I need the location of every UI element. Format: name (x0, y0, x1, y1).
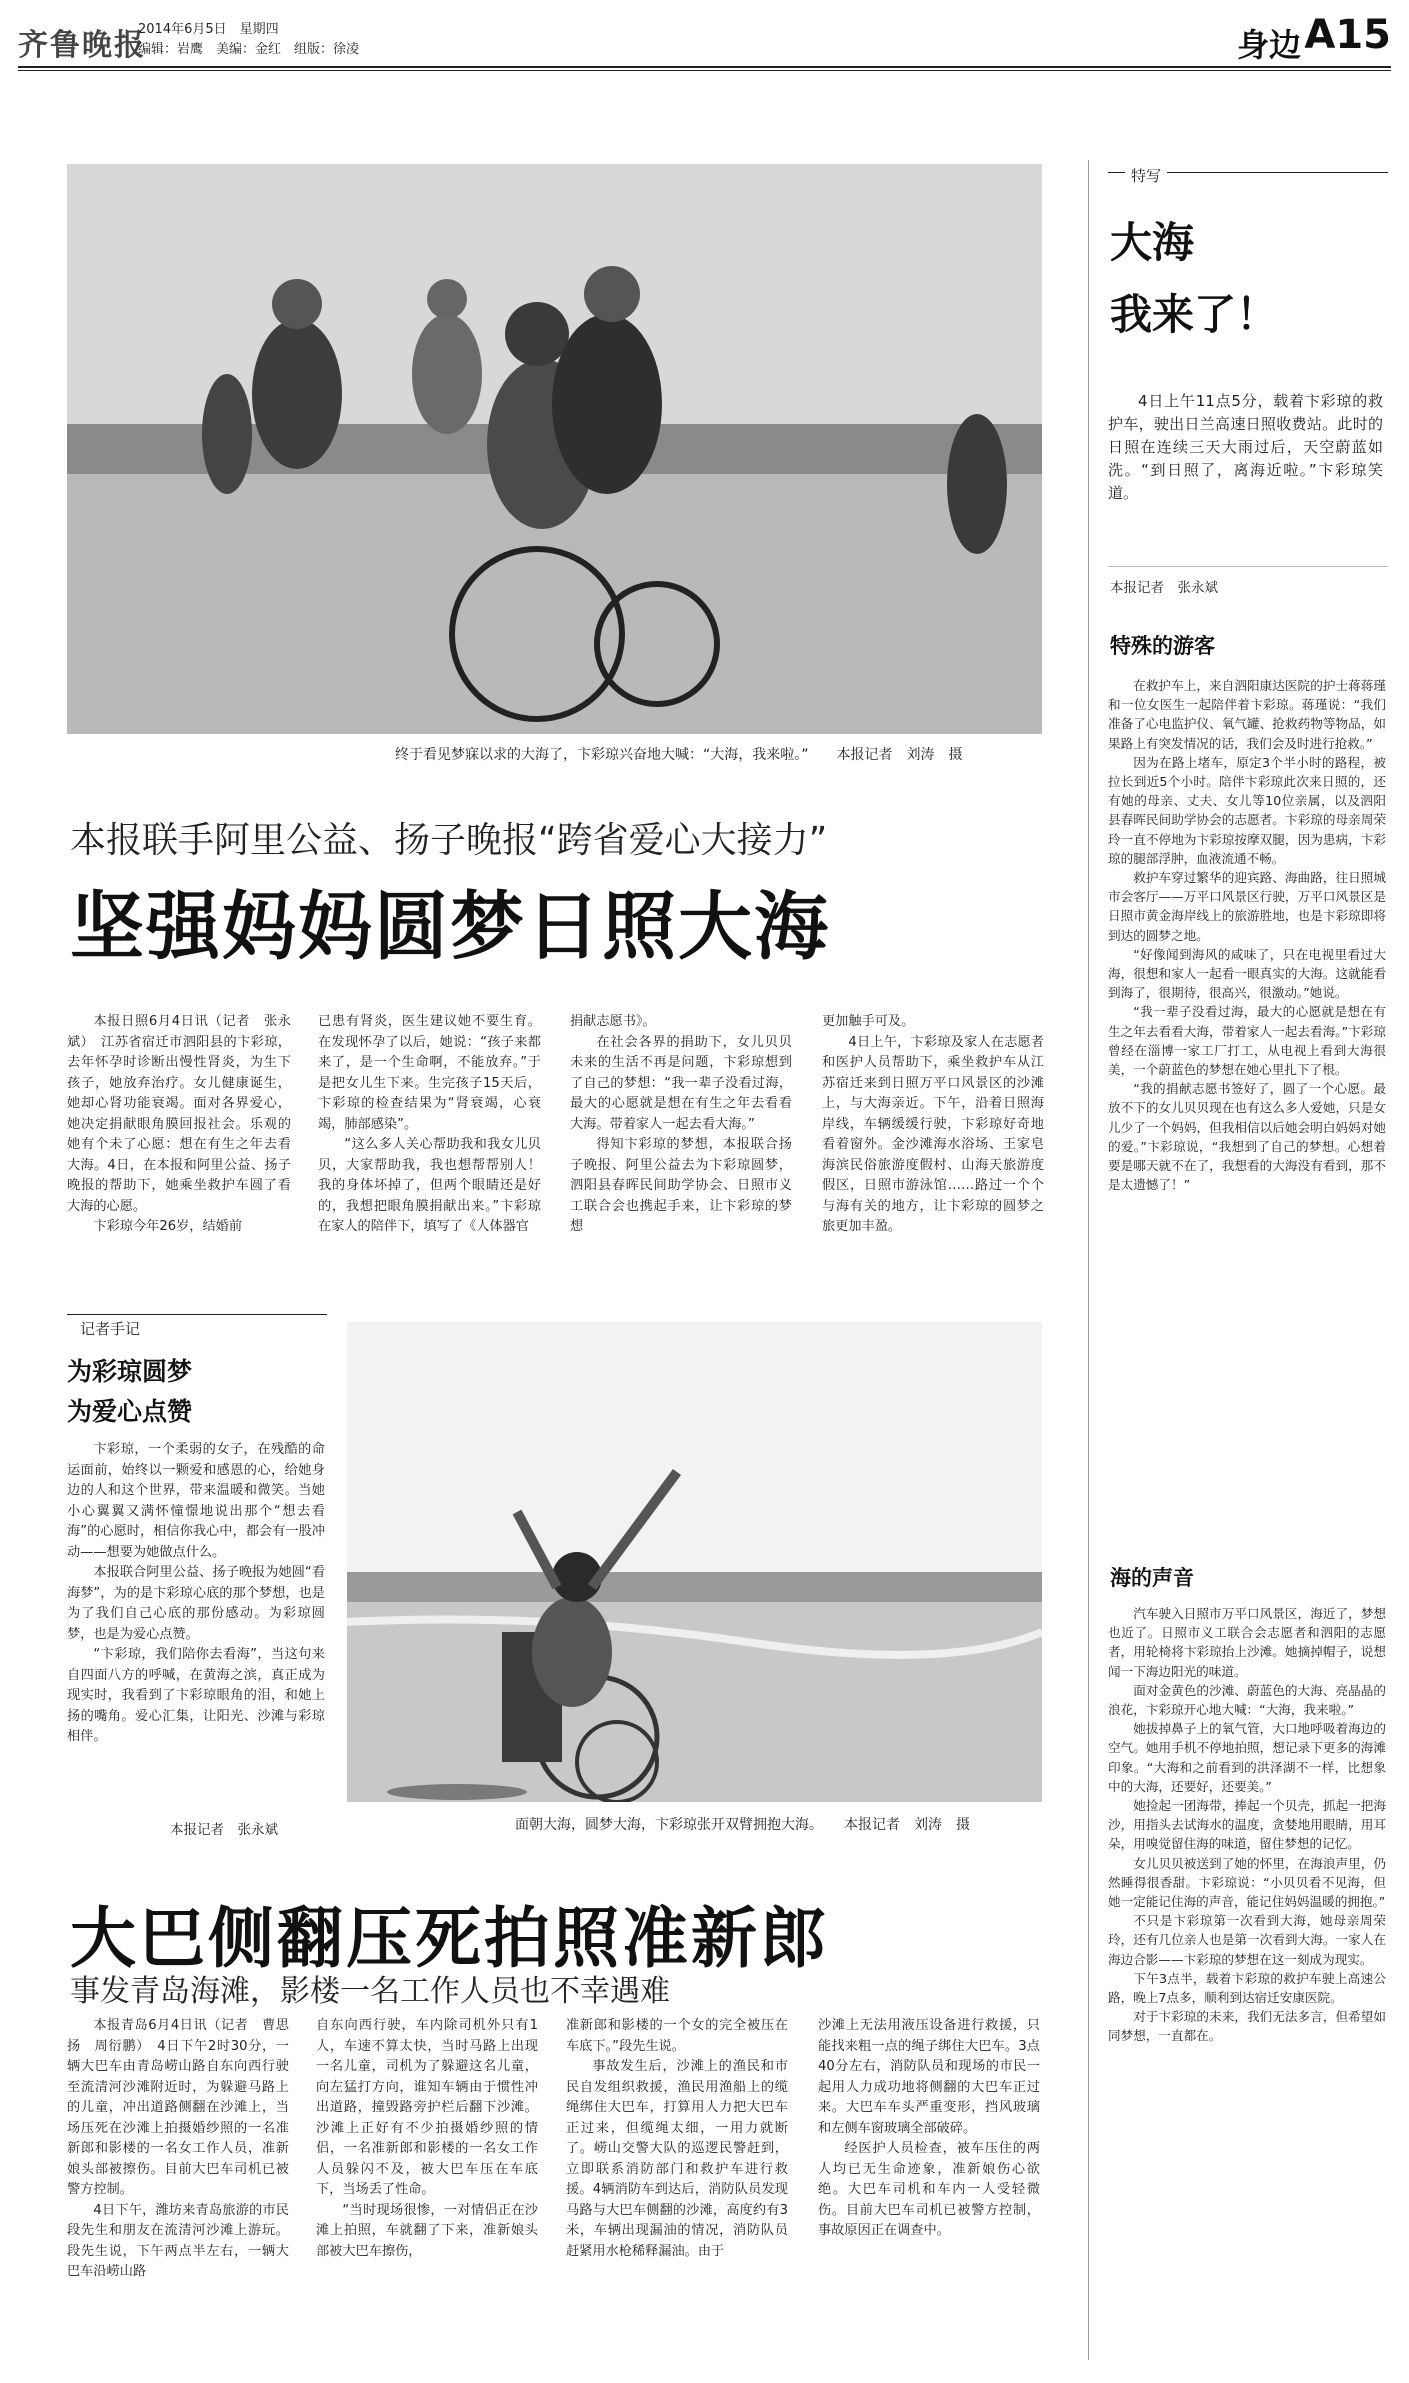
masthead-rule (18, 66, 1391, 68)
sidebar-sub2-p3: 她拔掉鼻子上的氧气管，大口地呼吸着海边的空气。她用手机不停地拍照，想记录下更多的海滩印象。“大海和之前看到的洪泽湖不一样，比想象中的大海，还要好，还要美。” (1108, 1721, 1386, 1794)
sidebar-sub2-p7: 下午3点半，载着卞彩琼的救护车驶上高速公路，晚上7点多，顺利到达宿迁安康医院。 (1108, 1970, 1386, 2006)
sidebar-divider (1088, 160, 1089, 2360)
notebook-p3: “卞彩琼，我们陪你去看海”，当这句来自四面八方的呼喊，在黄海之滨，真正成为现实时，我看到了卞彩琼眼角的泪，和她上扬的嘴角。爱心汇集，让阳光、沙滩与彩琼相伴。 (67, 1647, 325, 1744)
story2-subhead: 事发青岛海滩，影楼一名工作人员也不幸遇难 (70, 1974, 670, 2009)
notebook-p2: 本报联合阿里公益、扬子晚报为她圆“看海梦”，为的是卞彩琼心底的那个梦想，也是为了我们自己心底的那份感动。为彩琼圆梦，也是为爱心点赞。 (67, 1565, 325, 1642)
sidebar-sub2-p4: 她捡起一团海带，捧起一个贝壳，抓起一把海沙，用指头去试海水的温度，贪婪地用眼睛，用耳朵，用嗅觉留住海的味道，留住梦想的记忆。 (1108, 1798, 1386, 1852)
masthead-rule-thin (18, 70, 1391, 71)
sidebar-lead: 4日上午11点5分，载着卞彩琼的救护车，驶出日兰高速日照收费站。此时的日照在连续三天大雨过后，天空蔚蓝如洗。“到日照了，离海近啦。”卞彩琼笑道。 (1108, 392, 1383, 502)
issue-date: 2014年6月5日 星期四 (138, 22, 279, 37)
sidebar-sub2-p2: 面对金黄色的沙滩、蔚蓝色的大海、亮晶晶的浪花，卞彩琼开心地大喊：“大海，我来啦。” (1108, 1682, 1386, 1718)
notebook-title-2: 为爱心点赞 (67, 1397, 193, 1426)
story2-col3-p1: 准新郎和影楼的一个女的完全被压在车底下。”段先生说。 (566, 2018, 788, 2054)
editor-credits: 编辑：岩鹰 美编：金红 组版：徐凌 (138, 42, 360, 57)
sidebar-byline: 本报记者 张永斌 (1110, 580, 1218, 596)
story2-col2-p2: “当时现场很惨，一对情侣正在沙滩上拍照，车就翻了下来，准新娘头部被大巴车擦伤， (316, 2202, 538, 2259)
sidebar-sub1-p2: 因为在路上堵车，原定3个半小时的路程，被拉长到近5个小时。陪伴卞彩琼此次来日照的，还有她的母亲、丈夫、女儿等10位亲属，以及泗阳县春晖民间助学协会的志愿者。卞彩琼的母亲周荣玲一直不停地为卞彩琼按摩双腿，因为患病，卞彩琼的腿部浮肿，血液流通不畅。 (1108, 754, 1386, 866)
story1-col3-p2: 在社会各界的捐助下，女儿贝贝未来的生活不再是问题，卞彩琼想到了自己的梦想：“我一辈子没看过海，最大的心愿就是想在有生之年去看看大海。带着家人一起去看大海。” (570, 1034, 792, 1132)
mid-photo-illustration (347, 1322, 1042, 1802)
sidebar-label: 特写 (1125, 165, 1167, 186)
story1-col4-p1: 更加触手可及。 (822, 1014, 915, 1029)
story1-col3-p3: 得知卞彩琼的梦想，本报联合扬子晚报、阿里公益去为卞彩琼圆梦，泗阳县春晖民间助学协会、日照市义工联合会也携起手来，让卞彩琼的梦想 (570, 1137, 792, 1234)
masthead (0, 0, 1409, 70)
top-photo (67, 164, 1042, 734)
story1-col1-p2: 卞彩琼今年26岁，结婚前 (93, 1219, 243, 1234)
story2-col3-p2: 事故发生后，沙滩上的渔民和市民自发组织救援，渔民用渔船上的缆绳绑住大巴车，打算用人力把大巴车正过来，但缆绳太细，一用力就断了。崂山交警大队的巡逻民警赶到，立即联系消防部门和救护车进行救援。4辆消防车到达后，消防队员发现马路与大巴车侧翻的沙滩，高度约有3米，车辆出现漏油的情况，消防队员赶紧用水枪稀释漏油。由于 (566, 2059, 788, 2259)
sidebar-byline-rule (1108, 566, 1388, 567)
story1-col1 (67, 1012, 291, 1238)
story1-col3-p1: 捐献志愿书》。 (570, 1014, 656, 1029)
newspaper-logo: 齐鲁晚报 (18, 28, 146, 63)
story1-kicker: 本报联手阿里公益、扬子晚报“跨省爱心大接力” (70, 820, 828, 861)
top-photo-illustration (67, 164, 1042, 734)
sidebar-sub1-p6: “我的捐献志愿书签好了，圆了一个心愿。最放不下的女儿贝贝现在也有这么多人爱她，只是女儿少了一个妈妈，但我相信以后她会明白妈妈对她的爱。”卞彩琼说，“我想到了自己的梦想。心想着要是哪天就不在了，我想看的大海没有看到，那不是太遗憾了！” (1108, 1081, 1386, 1193)
sidebar-sub2-p8: 对于卞彩琼的未来，我们无法多言，但希望如同梦想，一直都在。 (1108, 2009, 1386, 2044)
story2-col3 (566, 2016, 788, 2262)
story2-col4 (818, 2016, 1040, 2242)
story1-col2-p2: “这么多人关心帮助我和我女儿贝贝，大家帮助我，我也想帮帮别人！我的身体坏掉了，但两个眼睛还是好的，我想把眼角膜捐献出来。”卞彩琼在家人的陪伴下，填写了《人体器官 (318, 1137, 541, 1234)
story1-col1-p1: 本报日照6月4日讯（记者 张永斌） 江苏省宿迁市泗阳县的卞彩琼，去年怀孕时诊断出慢性肾炎，为生下孩子，她放弃治疗。女儿健康诞生，她却心肾功能衰竭。面对各界爱心，她决定捐献眼角膜回报社会。乐观的她有个未了心愿：想在有生之年去看大海。4日，在本报和阿里公益、扬子晚报的帮助下，她乘坐救护车圆了看大海的心愿。 (67, 1014, 291, 1214)
story1-col4 (822, 1012, 1044, 1238)
story2-col1-p1: 本报青岛6月4日讯（记者 曹思扬 周衍鹏） 4日下午2时30分，一辆大巴车由青岛崂山路自东向西行驶至流清河沙滩附近时，为躲避马路上的儿童，冲出道路侧翻在沙滩上，当场压死在沙滩上拍摄婚纱照的一名准新郎和影楼的一名女工作人员，准新娘头部被擦伤。目前大巴车司机已被警方控制。 (67, 2018, 289, 2197)
story1-col2 (318, 1012, 541, 1238)
story1-col2-p1: 已患有肾炎，医生建议她不要生育。在发现怀孕了以后，她说：“孩子来都来了，是一个生命啊，不能放弃。”于是把女儿生下来。生完孩子15天后，卞彩琼的检查结果为“肾衰竭，心衰竭，肺部感染”。 (318, 1014, 541, 1132)
story1-col3 (570, 1012, 792, 1238)
story2-col2-p1: 自东向西行驶，车内除司机外只有1人，车速不算太快，当时马路上出现一名儿童，司机为了躲避这名儿童，向左猛打方向，谁知车辆由于惯性冲出道路，撞毁路旁护栏后翻下沙滩。沙滩上正好有不少拍摄婚纱照的情侣，一名准新郎和影楼的一名女工作人员躲闪不及，被大巴车压在车底下，当场丢了性命。 (316, 2018, 538, 2197)
section-name: 身边 (1236, 26, 1301, 64)
sidebar-subtitle-1: 特殊的游客 (1110, 634, 1215, 658)
mid-photo (347, 1322, 1042, 1802)
sidebar-sub2-p5: 女儿贝贝被送到了她的怀里，在海浪声里，仍然睡得很香甜。卞彩琼说：“小贝贝看不见海，但她一定能记住海的声音，能记住妈妈温暖的拥抱。” (1108, 1855, 1386, 1910)
notebook-rule (67, 1314, 327, 1315)
notebook-body (67, 1440, 325, 1748)
sidebar-sub2-p1: 汽车驶入日照市万平口风景区，海近了，梦想也近了。日照市义工联合会志愿者和泗阳的志愿者，用轮椅将卞彩琼抬上沙滩。她摘掉帽子，说想闻一下海边阳光的味道。 (1108, 1606, 1386, 1679)
story2-headline: 大巴侧翻压死拍照准新郎 (70, 1900, 829, 1977)
sidebar-sub1-body (1108, 676, 1386, 1194)
story1-col4-p2: 4日上午，卞彩琼及家人在志愿者和医护人员帮助下，乘坐救护车从江苏宿迁来到日照万平口风景区的沙滩上，与大海亲近。下午，沿着日照海岸线，车辆缓缓行驶，卞彩琼好奇地看着窗外。金沙滩海水浴场、王家皂海滨民俗旅游度假村、山海天旅游度假区，日照市游泳馆……路过一个个与海有关的地方，让卞彩琼的圆梦之旅更加丰盈。 (822, 1034, 1044, 1234)
sidebar-title-1: 大海 (1110, 218, 1195, 267)
sidebar-sub2-p6: 不只是卞彩琼第一次看到大海，她母亲周荣玲，还有几位亲人也是第一次看到大海。一家人在海边合影——卞彩琼的梦想在这一刻成为现实。 (1108, 1913, 1386, 1967)
story1-headline: 坚强妈妈圆梦日照大海 (70, 884, 830, 970)
story2-col2 (316, 2016, 538, 2262)
page-number: A15 (1304, 12, 1391, 58)
sidebar-subtitle-2: 海的声音 (1110, 1566, 1194, 1590)
mid-photo-caption: 面朝大海，圆梦大海，卞彩琼张开双臂拥抱大海。 本报记者 刘涛 摄 (515, 1817, 970, 1833)
story2-col1 (67, 2016, 289, 2283)
top-photo-caption: 终于看见梦寐以求的大海了，卞彩琼兴奋地大喊：“大海，我来啦。” 本报记者 刘涛 摄 (395, 747, 963, 763)
notebook-title-1: 为彩琼圆梦 (67, 1357, 193, 1386)
notebook-p1: 卞彩琼，一个柔弱的女子，在残酷的命运面前，始终以一颗爱和感恩的心，给她身边的人和这个世界，带来温暖和微笑。当她小心翼翼又满怀憧憬地说出那个“想去看海”的心愿时，相信你我心中，都会有一股冲动——想要为她做点什么。 (67, 1442, 325, 1560)
sidebar-sub1-p5: “我一辈子没看过海，最大的心愿就是想在有生之年去看看大海，带着家人一起去看海。”卞彩琼曾经在淄博一家工厂打工，从电视上看到大海很美，一个蔚蓝色的梦想在她心里扎下了根。 (1108, 1004, 1386, 1078)
sidebar-sub1-p4: “好像闻到海风的咸味了，只在电视里看过大海，很想和家人一起看一眼真实的大海。这就能看到海了，很期待，很高兴，很激动。”她说。 (1108, 946, 1386, 1001)
sidebar-title-2: 我来了！ (1110, 290, 1279, 339)
sidebar-sub2-body (1108, 1604, 1386, 2046)
sidebar-sub1-p3: 救护车穿过繁华的迎宾路、海曲路，往日照城市会客厅——万平口风景区行驶，万平口风景区是日照市黄金海岸线上的旅游胜地，也是卞彩琼即将到达的圆梦之地。 (1108, 870, 1386, 943)
notebook-byline: 本报记者 张永斌 (170, 1822, 278, 1838)
sidebar-sub1-p1: 在救护车上，来自泗阳康达医院的护士蒋蒋瑾和一位女医生一起陪伴着卞彩琼。蒋瑾说：“我们准备了心电监护仪、氧气罐、抢救药物等物品，如果路上有突发情况的话，我们会及时进行抢救。” (1108, 678, 1386, 751)
story2-col4-p1: 沙滩上无法用液压设备进行救援，只能找来粗一点的绳子绑住大巴车。3点40分左右，消防队员和现场的市民一起用人力成功地将侧翻的大巴车正过来。大巴车车头严重变形，挡风玻璃和左侧车窗玻璃全部破碎。 (818, 2018, 1040, 2136)
notebook-label: 记者手记 (80, 1320, 141, 1338)
story2-col4-p2: 经医护人员检查，被车压住的两人均已无生命迹象，准新娘伤心欲绝。大巴车司机和车内一人受轻微伤。目前大巴车司机已被警方控制，事故原因正在调查中。 (818, 2141, 1040, 2238)
story2-col1-p2: 4日下午，潍坊来青岛旅游的市民段先生和朋友在流清河沙滩上游玩。段先生说，下午两点半左右，一辆大巴车沿崂山路 (67, 2202, 289, 2279)
